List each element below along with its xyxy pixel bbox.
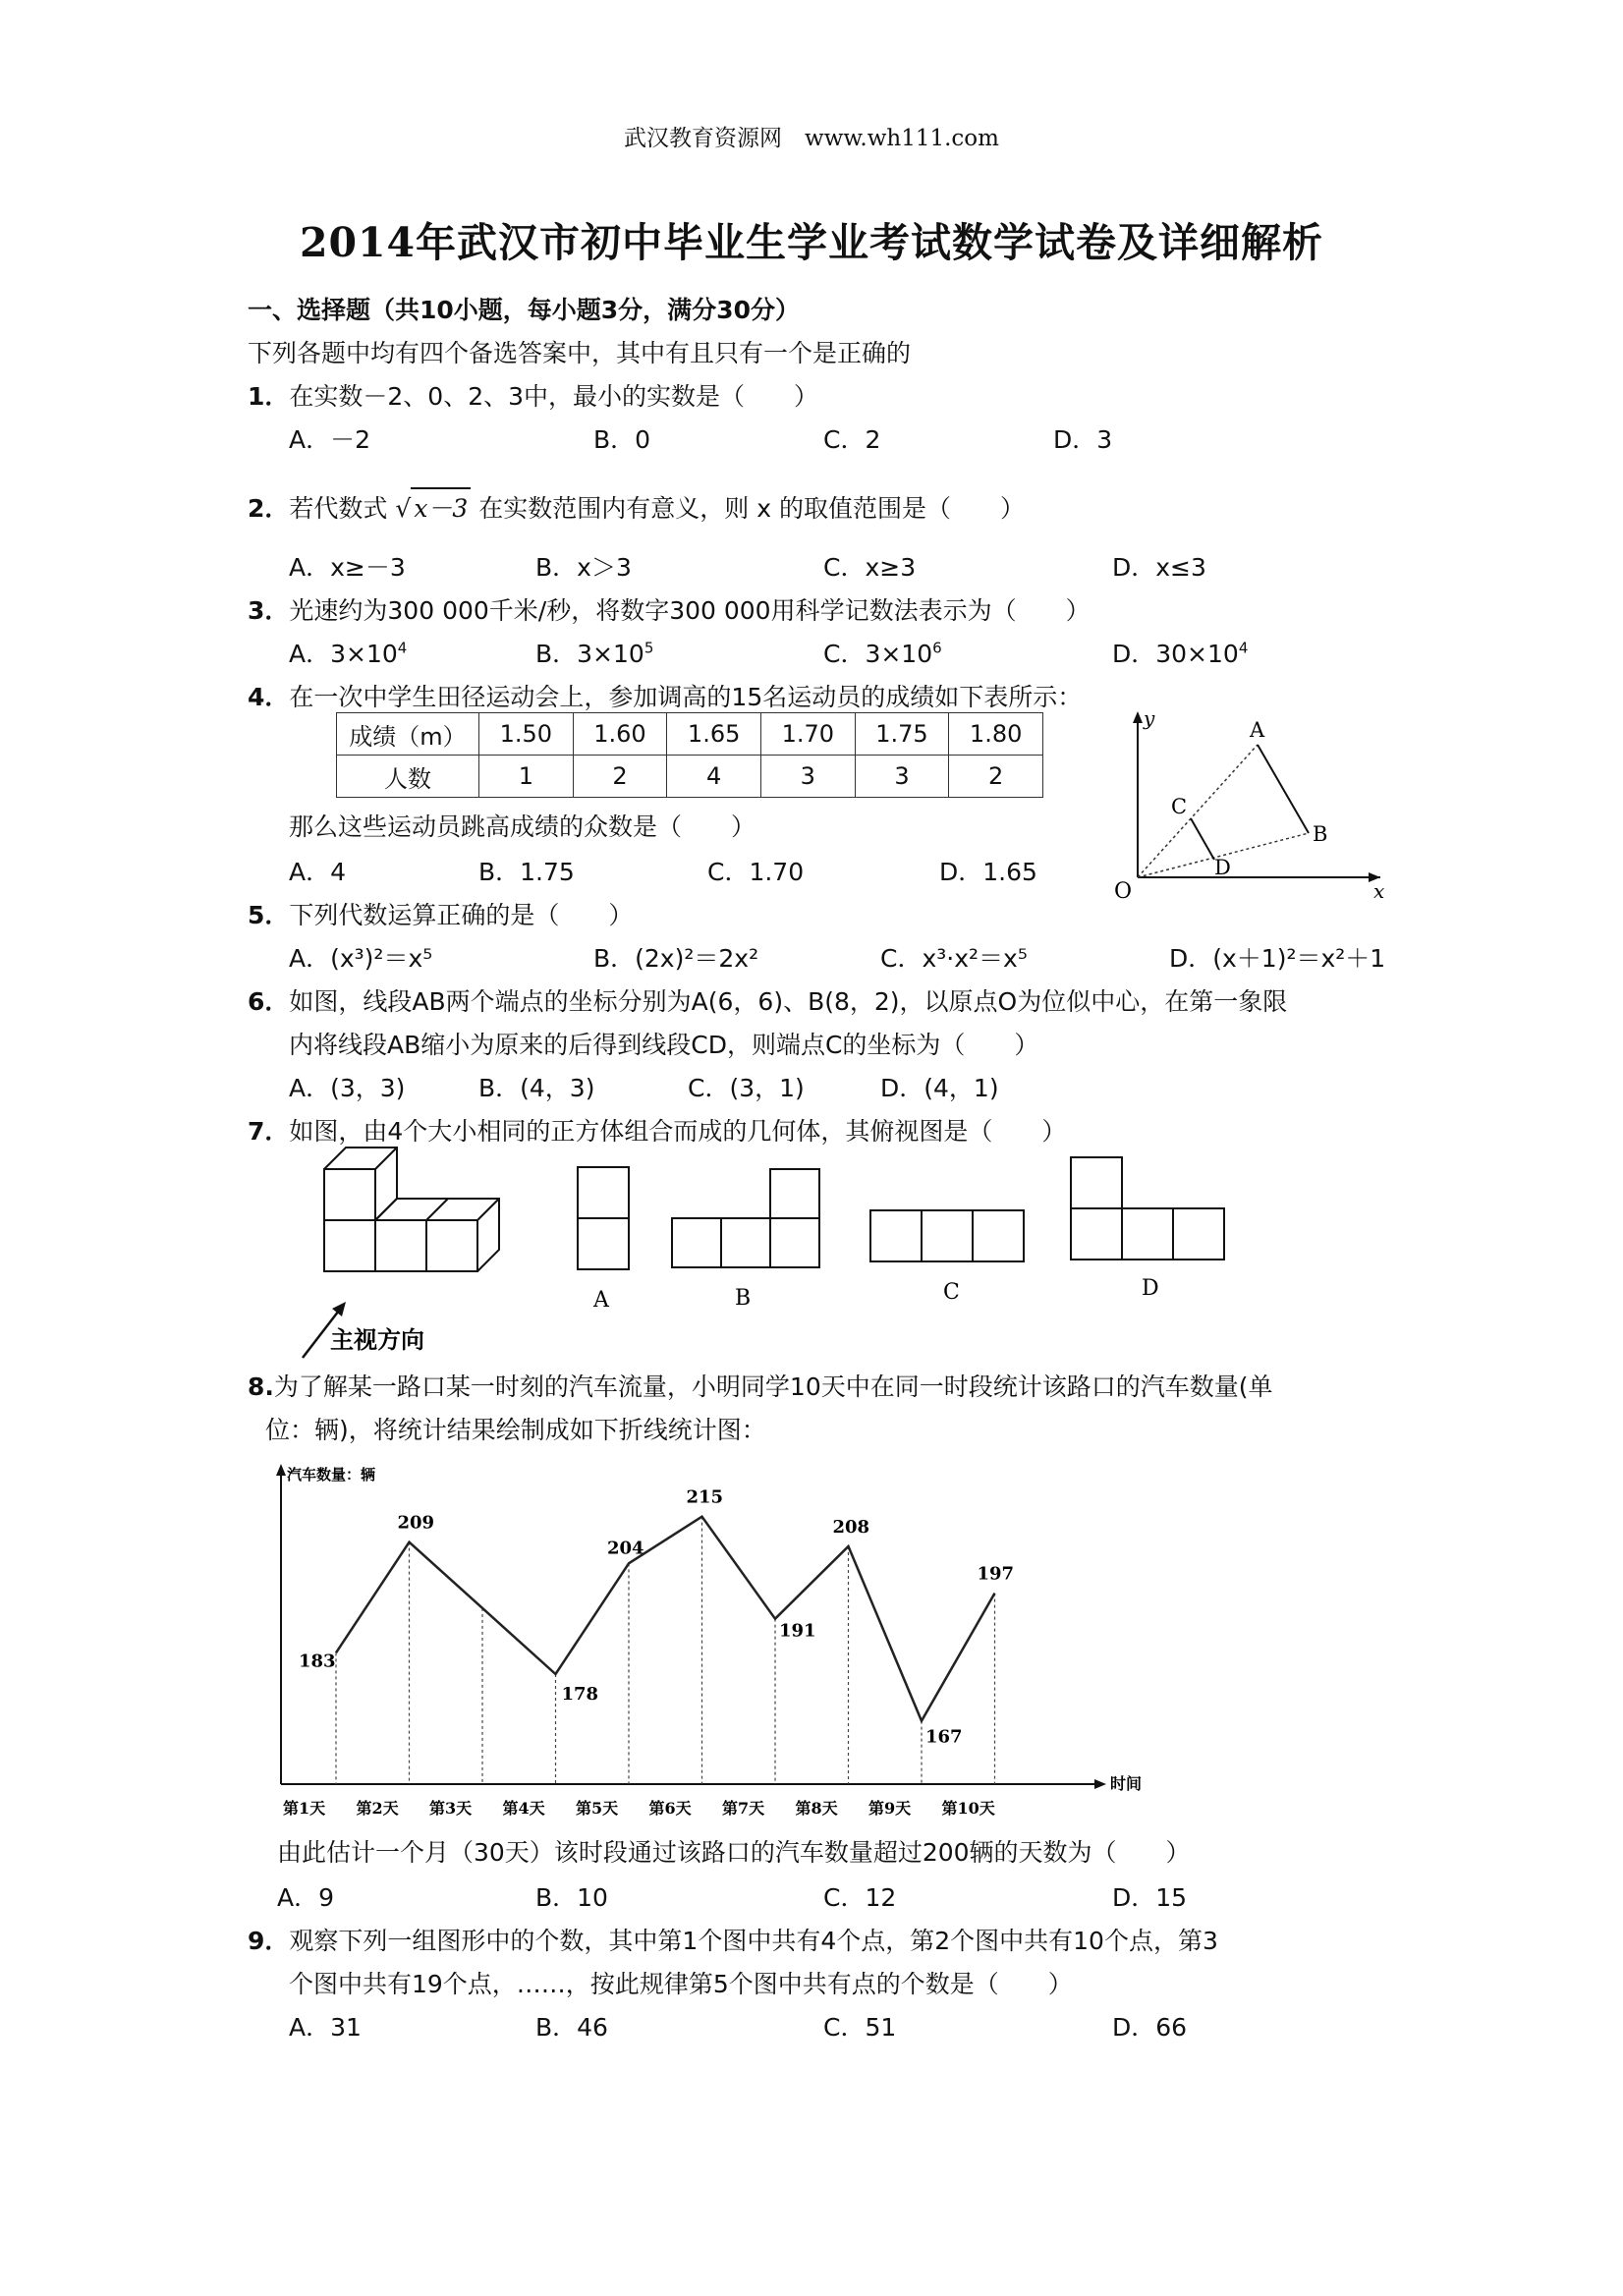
q9-option-c[interactable]: C．51: [823, 2013, 897, 2042]
q6-option-b[interactable]: B．(4，3): [478, 1074, 595, 1102]
question-number: 2．: [248, 494, 290, 523]
tick-label: 第4天: [502, 1799, 545, 1818]
q3-option-c[interactable]: [823, 635, 942, 670]
x-label: x: [1373, 879, 1385, 902]
tick-label: 第9天: [868, 1799, 912, 1818]
score-table: [336, 712, 1043, 798]
tick-label: 第3天: [429, 1799, 473, 1818]
question-text: 在一次中学生田径运动会上，参加调高的15名运动员的成绩如下表所示：: [289, 683, 1083, 711]
table-cell: 3: [760, 756, 855, 798]
q8-line2: 位：辆)，将统计结果绘制成如下折线统计图：: [265, 1416, 766, 1444]
q4-option-d[interactable]: D．1.65: [939, 858, 1037, 886]
q5-option-c[interactable]: C．x³·x²＝x⁵: [880, 944, 1028, 973]
question-text: 在实数－2、0、2、3中，最小的实数是（ ）: [289, 382, 819, 411]
option-exponent: 4: [397, 639, 408, 657]
point-a-label: A: [1250, 718, 1265, 742]
q1-option-b[interactable]: B．0: [593, 425, 651, 454]
q9-option-d[interactable]: D．66: [1112, 2013, 1188, 2042]
question-text: 如图，由4个大小相同的正方体组合而成的几何体，其俯视图是（ ）: [289, 1117, 1067, 1146]
series-line: [336, 1517, 995, 1721]
table-cell: 1.75: [855, 713, 949, 756]
question-9: [248, 1922, 1218, 1957]
option-exponent: 5: [644, 639, 654, 657]
question-text-post: 在实数范围内有意义，则 x 的取值范围是（ ）: [478, 494, 1025, 523]
tick-label: 第5天: [576, 1799, 619, 1818]
q1-option-a[interactable]: A．－2: [289, 425, 371, 454]
option-c-label: C: [943, 1280, 960, 1305]
tick-label: 第1天: [283, 1799, 326, 1818]
question-number: 8.: [248, 1372, 274, 1401]
point-d-label: D: [1214, 856, 1231, 879]
question-number: 4．: [248, 683, 290, 711]
q9-option-b[interactable]: B．46: [535, 2013, 608, 2042]
tick-label: 第6天: [648, 1799, 692, 1818]
site-header: 武汉教育资源网 www.wh111.com: [624, 126, 999, 151]
option-d-label: D: [1142, 1276, 1159, 1301]
question-1: [248, 377, 818, 413]
question-number: 5．: [248, 901, 290, 929]
q8-option-a[interactable]: A．9: [277, 1883, 335, 1912]
q1-option-d[interactable]: D．3: [1053, 425, 1113, 454]
q8-question: 由此估计一个月（30天）该时段通过该路口的汽车数量超过200辆的天数为（ ）: [277, 1838, 1191, 1867]
table-row: [337, 756, 1043, 798]
sqrt-expression: √ x－3: [395, 494, 471, 523]
y-axis-arrow: [1133, 711, 1143, 723]
table-cell: 2: [573, 756, 667, 798]
tick-label: 第8天: [795, 1799, 838, 1818]
x-axis-label: 时间: [1110, 1774, 1143, 1793]
tick-label: 第2天: [356, 1799, 399, 1818]
table-cell: 1.70: [760, 713, 855, 756]
option-exponent: 6: [932, 639, 942, 657]
q2-option-c[interactable]: C．x≥3: [823, 553, 917, 582]
data-label: 209: [397, 1512, 435, 1534]
q2-option-b[interactable]: B．x＞3: [535, 553, 632, 582]
q3-option-b[interactable]: [535, 635, 653, 670]
q8-option-c[interactable]: C．12: [823, 1883, 897, 1912]
radicand: x－3: [411, 487, 471, 525]
table-cell: 1.50: [479, 713, 574, 756]
y-label: y: [1144, 706, 1155, 730]
traffic-line-chart: [265, 1456, 1169, 1825]
origin-label: O: [1114, 879, 1133, 902]
question-text: 如图，线段AB两个端点的坐标分别为A(6，6)、B(8，2)，以原点O为位似中心，在第一象限: [289, 987, 1288, 1016]
q1-option-c[interactable]: C．2: [823, 425, 881, 454]
q3-option-d[interactable]: [1112, 635, 1248, 670]
question-6: [248, 982, 1287, 1018]
y-axis-label: 汽车数量：辆: [287, 1466, 376, 1484]
tick-label: 第7天: [722, 1799, 765, 1818]
option-base: C．3×10: [823, 640, 933, 668]
table-cell: 1.60: [573, 713, 667, 756]
data-label: 197: [977, 1563, 1015, 1585]
option-a-label: A: [593, 1288, 609, 1313]
data-label: 167: [925, 1726, 963, 1748]
table-cell: 人数: [337, 756, 479, 798]
q6-line2: 内将线段AB缩小为原来的后得到线段CD，则端点C的坐标为（ ）: [289, 1031, 1039, 1059]
question-number: 1．: [248, 382, 290, 411]
segment-ab: [1258, 745, 1309, 833]
arrowhead: [332, 1302, 346, 1316]
table-cell: 3: [855, 756, 949, 798]
question-number: 6．: [248, 987, 290, 1016]
section-instruction: 下列各题中均有四个备选答案中，其中有且只有一个是正确的: [248, 339, 912, 367]
coordinate-figure: [1081, 705, 1395, 902]
table-cell: 成绩（m）: [337, 713, 479, 756]
data-label: 215: [686, 1486, 724, 1508]
option-b-label: B: [735, 1286, 752, 1311]
data-label: 204: [607, 1538, 644, 1559]
q6-option-d[interactable]: D．(4，1): [880, 1074, 999, 1102]
q4-option-c[interactable]: C．1.70: [707, 858, 805, 886]
option-b-figure: [672, 1169, 819, 1267]
table-cell: 1.80: [949, 713, 1043, 756]
cube-solid: [324, 1148, 499, 1271]
point-b-label: B: [1313, 822, 1328, 846]
question-text: 下列代数运算正确的是（ ）: [289, 901, 634, 929]
segment-cd: [1191, 818, 1214, 860]
table-cell: 4: [667, 756, 761, 798]
table-cell: 1.65: [667, 713, 761, 756]
q4-question: 那么这些运动员跳高成绩的众数是（ ）: [289, 812, 756, 841]
q9-line2: 个图中共有19个点，……，按此规律第5个图中共有点的个数是（ ）: [289, 1970, 1073, 1998]
data-label: 178: [561, 1684, 599, 1705]
q5-option-d[interactable]: D．(x＋1)²＝x²＋1: [1169, 944, 1386, 973]
question-8: [248, 1368, 1272, 1403]
view-direction-label: 主视方向: [330, 1325, 424, 1354]
table-cell: 1: [479, 756, 574, 798]
q5-option-a[interactable]: A．(x³)²＝x⁵: [289, 944, 433, 973]
data-label: 191: [779, 1620, 816, 1642]
question-5: [248, 896, 633, 931]
q2-option-a[interactable]: A．x≥－3: [289, 553, 406, 582]
dotted-oa: [1138, 745, 1258, 877]
page-title: 2014年武汉市初中毕业生学业考试数学试卷及详细解析: [299, 219, 1324, 266]
q8-option-b[interactable]: B．10: [535, 1883, 608, 1912]
q9-option-a[interactable]: A．31: [289, 2013, 362, 2042]
q3-option-a[interactable]: [289, 635, 407, 670]
question-2: [248, 487, 1025, 525]
cube-figures: [285, 1140, 1267, 1375]
option-a-figure: [578, 1167, 629, 1269]
table-row: [337, 713, 1043, 756]
data-label: 183: [299, 1651, 336, 1672]
question-text: 观察下列一组图形中的个数，其中第1个图中共有4个点，第2个图中共有10个点，第3: [289, 1927, 1218, 1955]
section-heading: 一、选择题（共10小题，每小题3分，满分30分）: [248, 296, 800, 324]
q2-option-d[interactable]: D．x≤3: [1112, 553, 1206, 582]
option-exponent: 4: [1238, 639, 1249, 657]
question-text: 为了解某一路口某一时刻的汽车流量，小明同学10天中在同一时段统计该路口的汽车数量(单: [273, 1372, 1273, 1401]
x-axis-arrow: [1094, 1779, 1106, 1789]
question-text-pre: 若代数式: [289, 494, 388, 523]
question-text: 光速约为300 000千米/秒，将数字300 000用科学记数法表示为（ ）: [289, 596, 1091, 625]
tick-label: 第10天: [941, 1799, 995, 1818]
option-d-figure: [1071, 1157, 1224, 1260]
q6-option-c[interactable]: C．(3，1): [688, 1074, 805, 1102]
data-label: 208: [832, 1517, 870, 1538]
q6-option-a[interactable]: A．(3，3): [289, 1074, 406, 1102]
question-number: 9．: [248, 1927, 290, 1955]
question-4: [248, 678, 1082, 713]
q5-option-b[interactable]: B．(2x)²＝2x²: [593, 944, 759, 973]
y-axis-arrow: [276, 1464, 286, 1476]
option-base: B．3×10: [535, 640, 644, 668]
question-3: [248, 591, 1091, 627]
q8-option-d[interactable]: D．15: [1112, 1883, 1188, 1912]
question-number: 7．: [248, 1117, 290, 1146]
q4-option-b[interactable]: B．1.75: [478, 858, 575, 886]
option-base: D．30×10: [1112, 640, 1239, 668]
option-base: A．3×10: [289, 640, 398, 668]
option-c-figure: [870, 1210, 1024, 1261]
q4-option-a[interactable]: A．4: [289, 858, 347, 886]
point-c-label: C: [1171, 795, 1188, 818]
table-cell: 2: [949, 756, 1043, 798]
question-number: 3．: [248, 596, 290, 625]
